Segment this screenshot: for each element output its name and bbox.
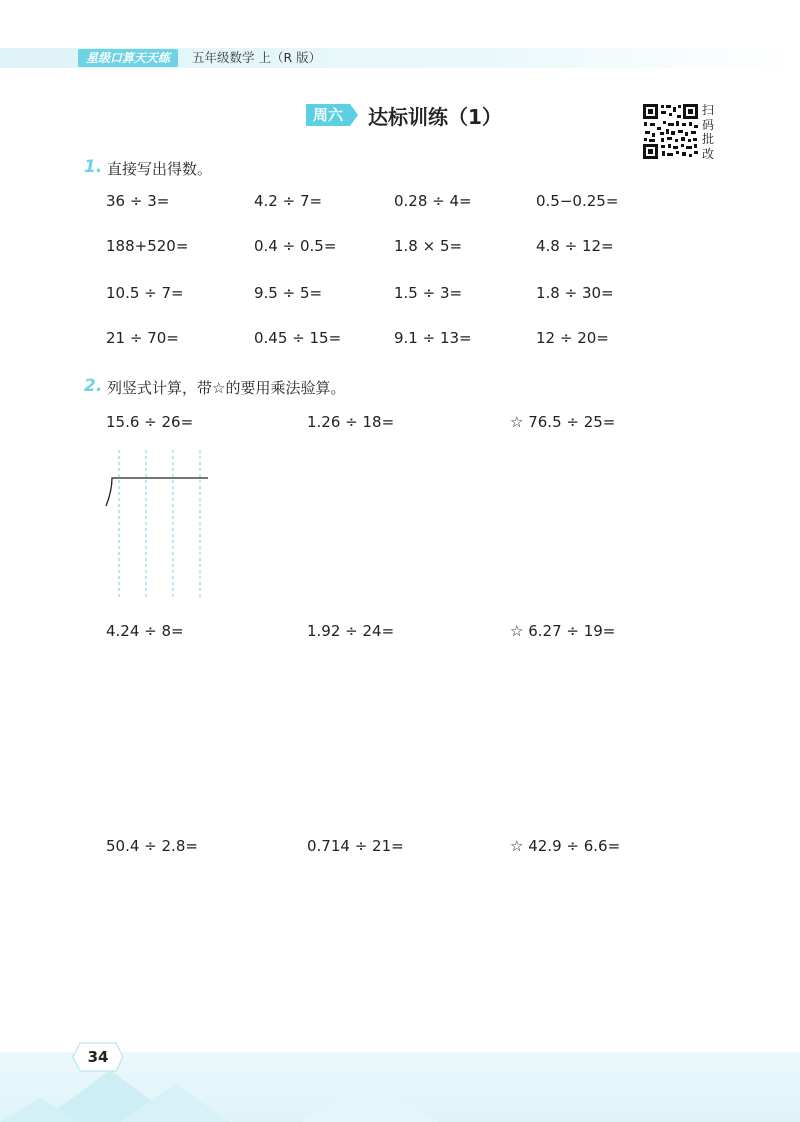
section-2-number: 2.	[84, 376, 103, 396]
section-2-heading: 列竖式计算，带☆的要用乘法验算。	[107, 379, 346, 397]
problem-1-9: 10.5 ÷ 7=	[106, 284, 184, 302]
problem-2-7: 50.4 ÷ 2.8=	[106, 837, 198, 855]
problem-1-13: 21 ÷ 70=	[106, 329, 179, 347]
problem-1-11: 1.5 ÷ 3=	[394, 284, 463, 302]
problem-2-2: 1.26 ÷ 18=	[307, 413, 395, 431]
problem-1-1: 36 ÷ 3=	[106, 192, 170, 210]
problem-2-6: ☆ 6.27 ÷ 19=	[510, 622, 616, 640]
section-1-number: 1.	[84, 157, 103, 177]
problem-2-3: ☆ 76.5 ÷ 25=	[510, 413, 616, 431]
series-tag: 星级口算天天练	[78, 49, 178, 67]
problem-2-8: 0.714 ÷ 21=	[307, 837, 404, 855]
problem-1-15: 9.1 ÷ 13=	[394, 329, 472, 347]
problem-1-16: 12 ÷ 20=	[536, 329, 609, 347]
problem-2-5: 1.92 ÷ 24=	[307, 622, 395, 640]
problem-1-5: 188+520=	[106, 237, 189, 255]
problem-1-7: 1.8 × 5=	[394, 237, 463, 255]
problem-1-3: 0.28 ÷ 4=	[394, 192, 472, 210]
problem-1-12: 1.8 ÷ 30=	[536, 284, 614, 302]
qr-code-icon[interactable]	[642, 103, 699, 160]
problem-1-6: 0.4 ÷ 0.5=	[254, 237, 337, 255]
day-badge: 周六	[306, 104, 350, 126]
problem-2-9: ☆ 42.9 ÷ 6.6=	[510, 837, 621, 855]
page-title: 达标训练（1）	[368, 105, 502, 129]
problem-1-14: 0.45 ÷ 15=	[254, 329, 342, 347]
day-badge-arrow	[350, 104, 358, 126]
book-subtitle: 五年级数学 上（R 版）	[192, 50, 322, 65]
scan-to-grade-label: 扫码批改	[702, 103, 715, 161]
long-division-template	[104, 448, 214, 600]
section-1-heading: 直接写出得数。	[107, 160, 213, 178]
problem-1-10: 9.5 ÷ 5=	[254, 284, 323, 302]
problem-1-4: 0.5−0.25=	[536, 192, 619, 210]
problem-2-1: 15.6 ÷ 26=	[106, 413, 194, 431]
problem-1-8: 4.8 ÷ 12=	[536, 237, 614, 255]
problem-1-2: 4.2 ÷ 7=	[254, 192, 323, 210]
problem-2-4: 4.24 ÷ 8=	[106, 622, 184, 640]
page-number: 34	[87, 1048, 109, 1066]
